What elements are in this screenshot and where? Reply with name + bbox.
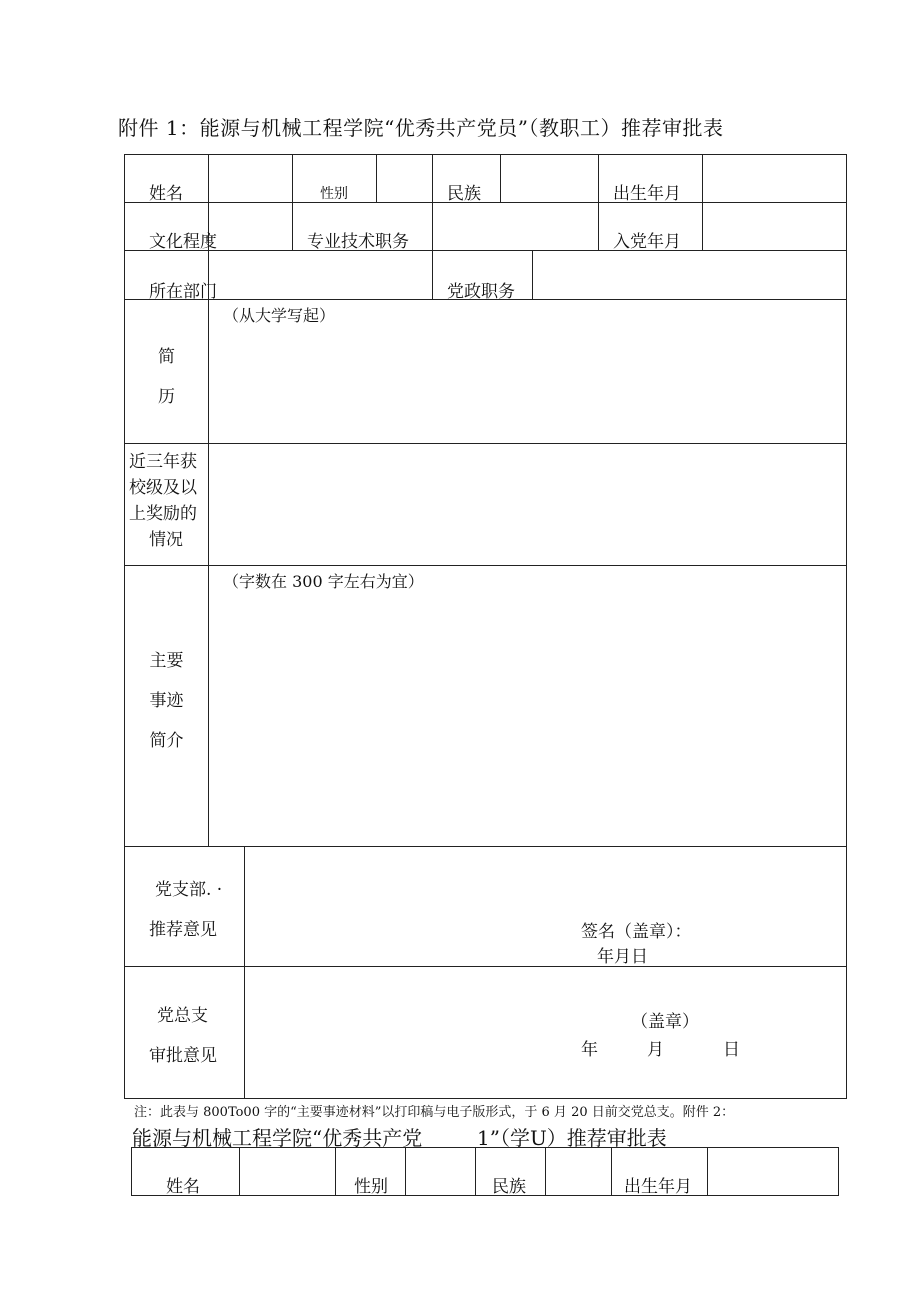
- general-day: 日: [723, 1040, 740, 1060]
- note-text: 注：此表与 800To00 字的“主要事迹材料”以打印稿与电子版形式，于 6 月 20 日前交党总支。附件 2：: [134, 1105, 735, 1120]
- table-row: [125, 444, 847, 566]
- dept-field[interactable]: [209, 251, 433, 300]
- ethnicity-label: 民族: [447, 184, 481, 204]
- table-row: [125, 251, 847, 300]
- general-month: 月: [647, 1040, 664, 1060]
- table-row: [132, 1148, 839, 1196]
- form2-gender-field[interactable]: [406, 1148, 476, 1196]
- table-row: [125, 155, 847, 203]
- form2-title-part1: 能源与机械工程学院“优秀共产党: [132, 1126, 423, 1150]
- awards-label-2: 校级及以: [129, 478, 197, 498]
- ethnicity-field[interactable]: [501, 155, 599, 203]
- deeds-label-2: 事迹: [149, 691, 184, 711]
- awards-label-1: 近三年获: [129, 452, 197, 472]
- form2-ethnicity-label: 民族: [492, 1177, 526, 1197]
- recommendation-form: [124, 154, 847, 1099]
- name-field[interactable]: [209, 155, 293, 203]
- branch-label-1: 党支部. ·: [155, 880, 223, 900]
- branch-label-2: 推荐意见: [149, 920, 217, 940]
- deeds-label-1: 主要: [149, 651, 184, 671]
- resume-label-2: 历: [158, 387, 175, 407]
- form2-birth-field[interactable]: [708, 1148, 839, 1196]
- awards-label-3: 上奖励的: [129, 504, 197, 524]
- deeds-field[interactable]: [209, 566, 847, 847]
- awards-label-4: 情况: [149, 530, 183, 550]
- deeds-hint: （字数在 300 字左右为宜）: [223, 572, 424, 591]
- join-date-field[interactable]: [703, 203, 847, 251]
- dept-label: 所在部门: [149, 282, 217, 302]
- recommendation-form-student: [131, 1147, 839, 1196]
- gender-label: 性别: [320, 186, 348, 202]
- form2-name-field[interactable]: [240, 1148, 336, 1196]
- table-row: [125, 300, 847, 444]
- resume-label-1: 简: [158, 347, 175, 367]
- education-label: 文化程度: [149, 232, 217, 252]
- form2-gender-label: 性别: [354, 1177, 388, 1197]
- form-title: 附件 1：能源与机械工程学院“优秀共产党员”（教职工）推荐审批表: [118, 116, 724, 140]
- branch-sign: 签名（盖章）：: [581, 922, 692, 942]
- form2-title-part2: 1”（学U）推荐审批表: [477, 1126, 667, 1150]
- deeds-label-3: 简介: [149, 731, 184, 751]
- position-field[interactable]: [533, 251, 847, 300]
- branch-opinion-field[interactable]: [245, 847, 847, 967]
- resume-field[interactable]: [209, 300, 847, 444]
- tech-title-field[interactable]: [433, 203, 599, 251]
- form2-birth-label: 出生年月: [624, 1177, 692, 1197]
- gender-field[interactable]: [377, 155, 433, 203]
- table-row: [125, 847, 847, 967]
- resume-hint: （从大学写起）: [223, 306, 336, 325]
- general-seal: （盖章）: [631, 1012, 699, 1032]
- general-opinion-field[interactable]: [245, 967, 847, 1099]
- awards-field[interactable]: [209, 444, 847, 566]
- table-row: [125, 203, 847, 251]
- birth-field[interactable]: [703, 155, 847, 203]
- general-year: 年: [581, 1040, 598, 1060]
- general-label-1: 党总支: [157, 1006, 208, 1026]
- branch-date: 年月日: [597, 947, 648, 967]
- general-label-2: 审批意见: [149, 1046, 217, 1066]
- position-label: 党政职务: [447, 282, 515, 302]
- table-row: [125, 566, 847, 847]
- birth-label: 出生年月: [613, 184, 681, 204]
- join-date-label: 入党年月: [613, 232, 681, 252]
- form2-name-label: 姓名: [166, 1177, 200, 1197]
- name-label: 姓名: [149, 184, 183, 204]
- tech-title-label: 专业技术职务: [307, 232, 409, 252]
- table-row: [125, 967, 847, 1099]
- form2-ethnicity-field[interactable]: [546, 1148, 612, 1196]
- education-field[interactable]: [209, 203, 293, 251]
